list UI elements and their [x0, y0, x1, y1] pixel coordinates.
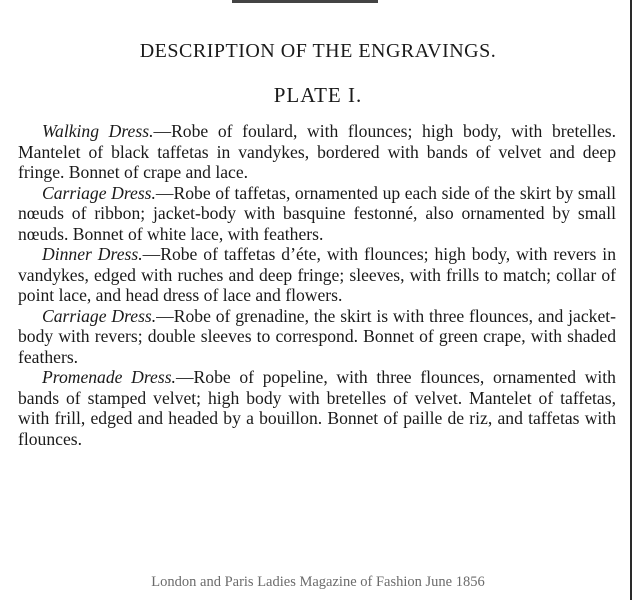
dress-name: Promenade Dress. [42, 367, 176, 387]
entry-dinner-dress [18, 244, 616, 306]
page-title: DESCRIPTION OF THE ENGRAVINGS. [139, 40, 497, 62]
dress-name: Walking Dress. [42, 121, 154, 141]
dress-name: Carriage Dress. [42, 305, 157, 326]
dress-name: Dinner Dress. [42, 244, 143, 264]
dress-description: —Robe of taffetas d’éte, with flounces; high body, with revers in vandykes, edged with ruches and deep fringe; sleeves, with frills to match; collar of point lace, and head dress of lace and flowers. [18, 244, 616, 305]
dress-description: —Robe of popeline, with three flounces, ornamented with bands of stamped velvet; high body with bretelles of velvet. Mantelet of taffetas, with frill, edged and headed by a bouillon. Bonnet of paille de riz, and taffetas with flounces. [18, 367, 616, 449]
dress-description: —Robe of taffetas, ornamented up each side of the skirt by small nœuds of ribbon; jacket-body with basquine festonné, also ornamented by small nœuds. Bonnet of white lace, with feathers. [18, 182, 617, 244]
dress-description: —Robe of foulard, with flounces; high body, with bretelles. Mantelet of black taffetas in vandykes, bordered with bands of velvet and deep fringe. Bonnet of crape and lace. [18, 121, 616, 182]
entry-carriage-dress-2 [18, 306, 616, 368]
source-caption: London and Paris Ladies Magazine of Fashion June 1856 [151, 574, 485, 590]
entry-walking-dress [18, 121, 616, 183]
top-rule-segment [232, 0, 378, 3]
plate-heading: PLATE I. [273, 83, 363, 107]
entry-carriage-dress-1 [18, 183, 616, 245]
entry-promenade-dress [18, 367, 616, 449]
dress-name: Carriage Dress. [42, 182, 156, 203]
dress-description: —Robe of grenadine, the skirt is with three flounces, and jacket-body with revers; double sleeves to correspond. Bonnet of green crape, with shaded feathers. [18, 305, 617, 367]
engraving-descriptions [18, 121, 616, 449]
top-border [0, 0, 636, 8]
